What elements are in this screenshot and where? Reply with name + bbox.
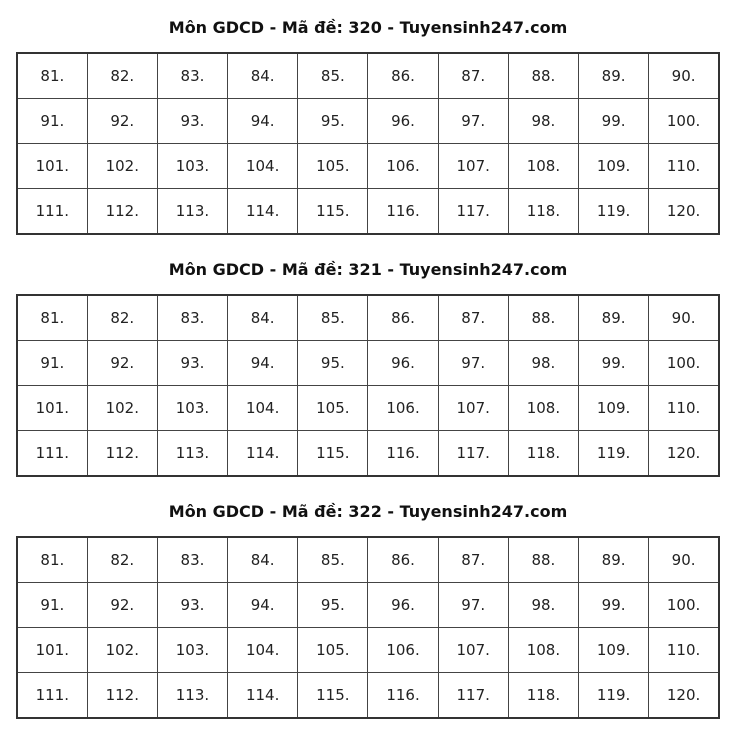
answer-cell: 84.: [228, 295, 298, 341]
answer-cell: 81.: [17, 537, 87, 583]
answer-cell: 108.: [508, 386, 578, 431]
answer-cell: 99.: [579, 99, 649, 144]
answer-cell: 119.: [579, 189, 649, 235]
answer-cell: 110.: [649, 386, 719, 431]
answer-cell: 105.: [298, 144, 368, 189]
answer-cell: 114.: [228, 189, 298, 235]
answer-cell: 112.: [87, 431, 157, 477]
answer-cell: 96.: [368, 341, 438, 386]
answer-cell: 102.: [87, 628, 157, 673]
answer-cell: 86.: [368, 537, 438, 583]
answer-cell: 112.: [87, 673, 157, 719]
answer-cell: 109.: [579, 386, 649, 431]
answer-cell: 100.: [649, 99, 719, 144]
answer-table: [16, 536, 720, 719]
answer-cell: 108.: [508, 628, 578, 673]
answer-cell: 95.: [298, 99, 368, 144]
answer-cell: 113.: [157, 189, 227, 235]
answer-cell: 92.: [87, 583, 157, 628]
answer-cell: 119.: [579, 431, 649, 477]
answer-cell: 104.: [228, 386, 298, 431]
answer-cell: 105.: [298, 386, 368, 431]
answer-cell: 86.: [368, 53, 438, 99]
answer-cell: 94.: [228, 583, 298, 628]
answer-cell: 87.: [438, 53, 508, 99]
answer-cell: 106.: [368, 144, 438, 189]
answer-cell: 110.: [649, 628, 719, 673]
answer-cell: 93.: [157, 99, 227, 144]
answer-cell: 83.: [157, 53, 227, 99]
answer-cell: 99.: [579, 341, 649, 386]
answer-cell: 85.: [298, 537, 368, 583]
answer-cell: 114.: [228, 431, 298, 477]
answer-cell: 115.: [298, 431, 368, 477]
answer-cell: 112.: [87, 189, 157, 235]
answer-cell: 104.: [228, 144, 298, 189]
answer-cell: 95.: [298, 341, 368, 386]
answer-cell: 92.: [87, 341, 157, 386]
table-row: [17, 673, 719, 719]
answer-cell: 117.: [438, 431, 508, 477]
answer-cell: 82.: [87, 295, 157, 341]
answer-cell: 111.: [17, 189, 87, 235]
block-title: Môn GDCD - Mã đề: 320 - Tuyensinh247.com: [168, 18, 568, 37]
answer-cell: 107.: [438, 628, 508, 673]
answer-cell: 116.: [368, 189, 438, 235]
answer-cell: 118.: [508, 431, 578, 477]
answer-cell: 106.: [368, 628, 438, 673]
answer-cell: 113.: [157, 431, 227, 477]
answer-cell: 81.: [17, 295, 87, 341]
table-row: [17, 53, 719, 99]
answer-table: [16, 294, 720, 477]
answer-cell: 84.: [228, 537, 298, 583]
answer-cell: 91.: [17, 99, 87, 144]
answer-cell: 111.: [17, 431, 87, 477]
answer-cell: 119.: [579, 673, 649, 719]
answer-cell: 103.: [157, 386, 227, 431]
answer-cell: 115.: [298, 673, 368, 719]
answer-cell: 101.: [17, 628, 87, 673]
answer-cell: 88.: [508, 537, 578, 583]
answer-cell: 111.: [17, 673, 87, 719]
answer-cell: 81.: [17, 53, 87, 99]
answer-cell: 107.: [438, 144, 508, 189]
answer-cell: 88.: [508, 53, 578, 99]
table-row: [17, 189, 719, 235]
answer-cell: 102.: [87, 386, 157, 431]
answer-cell: 87.: [438, 295, 508, 341]
answer-cell: 102.: [87, 144, 157, 189]
answer-cell: 100.: [649, 583, 719, 628]
answer-cell: 110.: [649, 144, 719, 189]
answer-cell: 97.: [438, 583, 508, 628]
answer-cell: 84.: [228, 53, 298, 99]
answer-cell: 104.: [228, 628, 298, 673]
table-row: [17, 628, 719, 673]
answer-cell: 85.: [298, 53, 368, 99]
answer-cell: 120.: [649, 189, 719, 235]
answer-cell: 120.: [649, 673, 719, 719]
answer-cell: 97.: [438, 341, 508, 386]
answer-cell: 94.: [228, 99, 298, 144]
table-row: [17, 99, 719, 144]
answer-cell: 100.: [649, 341, 719, 386]
answer-cell: 85.: [298, 295, 368, 341]
answer-cell: 92.: [87, 99, 157, 144]
answer-cell: 99.: [579, 583, 649, 628]
answer-cell: 116.: [368, 673, 438, 719]
answer-cell: 106.: [368, 386, 438, 431]
answer-cell: 117.: [438, 189, 508, 235]
answer-cell: 91.: [17, 583, 87, 628]
answer-cell: 114.: [228, 673, 298, 719]
answer-cell: 93.: [157, 583, 227, 628]
answer-cell: 115.: [298, 189, 368, 235]
answer-cell: 94.: [228, 341, 298, 386]
answer-cell: 90.: [649, 537, 719, 583]
table-row: [17, 431, 719, 477]
answer-cell: 90.: [649, 53, 719, 99]
answer-cell: 91.: [17, 341, 87, 386]
answer-cell: 90.: [649, 295, 719, 341]
answer-cell: 88.: [508, 295, 578, 341]
answer-cell: 89.: [579, 295, 649, 341]
answer-cell: 109.: [579, 628, 649, 673]
answer-cell: 113.: [157, 673, 227, 719]
answer-cell: 89.: [579, 537, 649, 583]
answer-cell: 117.: [438, 673, 508, 719]
table-row: [17, 537, 719, 583]
answer-cell: 98.: [508, 99, 578, 144]
answer-cell: 101.: [17, 144, 87, 189]
answer-cell: 97.: [438, 99, 508, 144]
answer-cell: 83.: [157, 537, 227, 583]
answer-cell: 98.: [508, 583, 578, 628]
answer-cell: 109.: [579, 144, 649, 189]
answer-cell: 87.: [438, 537, 508, 583]
answer-cell: 108.: [508, 144, 578, 189]
table-row: [17, 144, 719, 189]
table-row: [17, 583, 719, 628]
answer-cell: 83.: [157, 295, 227, 341]
answer-cell: 96.: [368, 583, 438, 628]
answer-table: [16, 52, 720, 235]
block-title: Môn GDCD - Mã đề: 322 - Tuyensinh247.com: [168, 502, 568, 521]
answer-cell: 93.: [157, 341, 227, 386]
answer-cell: 103.: [157, 144, 227, 189]
block-title: Môn GDCD - Mã đề: 321 - Tuyensinh247.com: [168, 260, 568, 279]
answer-cell: 116.: [368, 431, 438, 477]
answer-cell: 105.: [298, 628, 368, 673]
answer-cell: 101.: [17, 386, 87, 431]
answer-cell: 96.: [368, 99, 438, 144]
answer-cell: 82.: [87, 53, 157, 99]
answer-cell: 118.: [508, 673, 578, 719]
answer-cell: 103.: [157, 628, 227, 673]
answer-cell: 120.: [649, 431, 719, 477]
answer-cell: 82.: [87, 537, 157, 583]
answer-cell: 107.: [438, 386, 508, 431]
answer-cell: 86.: [368, 295, 438, 341]
answer-cell: 89.: [579, 53, 649, 99]
answer-cell: 98.: [508, 341, 578, 386]
table-row: [17, 295, 719, 341]
answer-cell: 118.: [508, 189, 578, 235]
table-row: [17, 386, 719, 431]
answer-cell: 95.: [298, 583, 368, 628]
table-row: [17, 341, 719, 386]
